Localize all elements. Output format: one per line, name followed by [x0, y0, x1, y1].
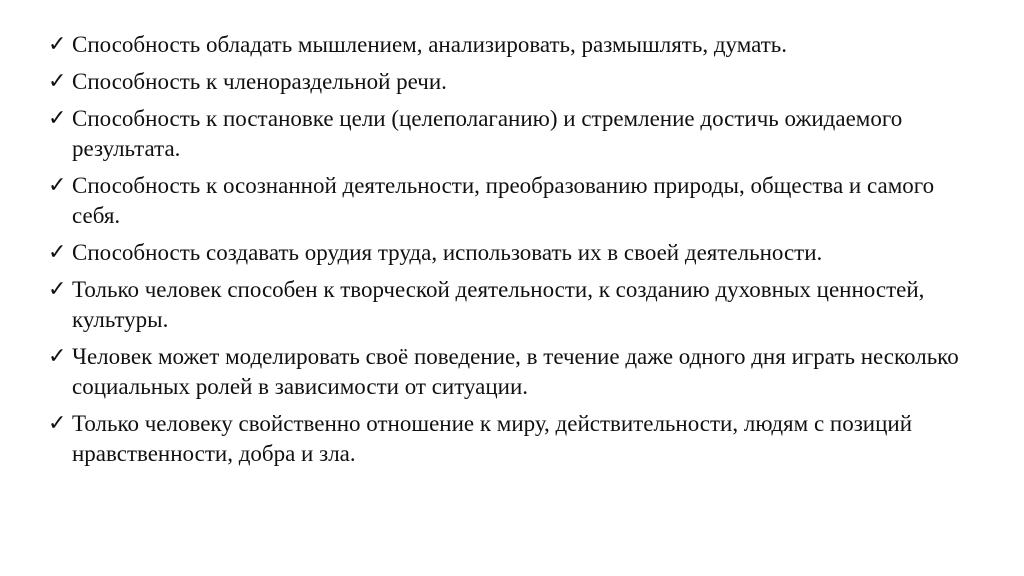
- check-icon: ✓: [48, 106, 67, 131]
- list-item: [46, 67, 976, 97]
- list-item: [46, 171, 976, 231]
- check-icon: ✓: [48, 240, 67, 265]
- check-icon: ✓: [48, 32, 67, 57]
- list-item-text: Способность обладать мышлением, анализировать, размышлять, думать.: [72, 32, 788, 57]
- list-item-text: Способность к осознанной деятельности, преобразованию природы, общества и самого себя.: [72, 173, 935, 228]
- check-icon: ✓: [48, 277, 67, 302]
- list-item: [46, 342, 976, 402]
- list-item-text: Человек может моделировать своё поведение, в течение даже одного дня играть несколько социальных ролей в зависимости от ситуации.: [72, 344, 959, 399]
- check-icon: ✓: [48, 173, 67, 198]
- list-item-text: Способность к постановке цели (целеполаганию) и стремление достичь ожидаемого результата.: [72, 106, 903, 161]
- check-icon: ✓: [48, 69, 67, 94]
- list-item-text: Только человеку свойственно отношение к миру, действительности, людям с позиций нравственности, добра и зла.: [72, 411, 913, 466]
- list-item: [46, 409, 976, 469]
- bullet-list: [46, 30, 976, 476]
- list-item: [46, 104, 976, 164]
- check-icon: ✓: [48, 344, 67, 369]
- list-item-text: Только человек способен к творческой деятельности, к созданию духовных ценностей, культуры.: [72, 277, 925, 332]
- list-item: [46, 275, 976, 335]
- list-item-text: Способность к членораздельной речи.: [72, 69, 447, 94]
- check-icon: ✓: [48, 411, 67, 436]
- list-item: [46, 30, 976, 60]
- list-item-text: Способность создавать орудия труда, использовать их в своей деятельности.: [72, 240, 823, 265]
- list-item: [46, 238, 976, 268]
